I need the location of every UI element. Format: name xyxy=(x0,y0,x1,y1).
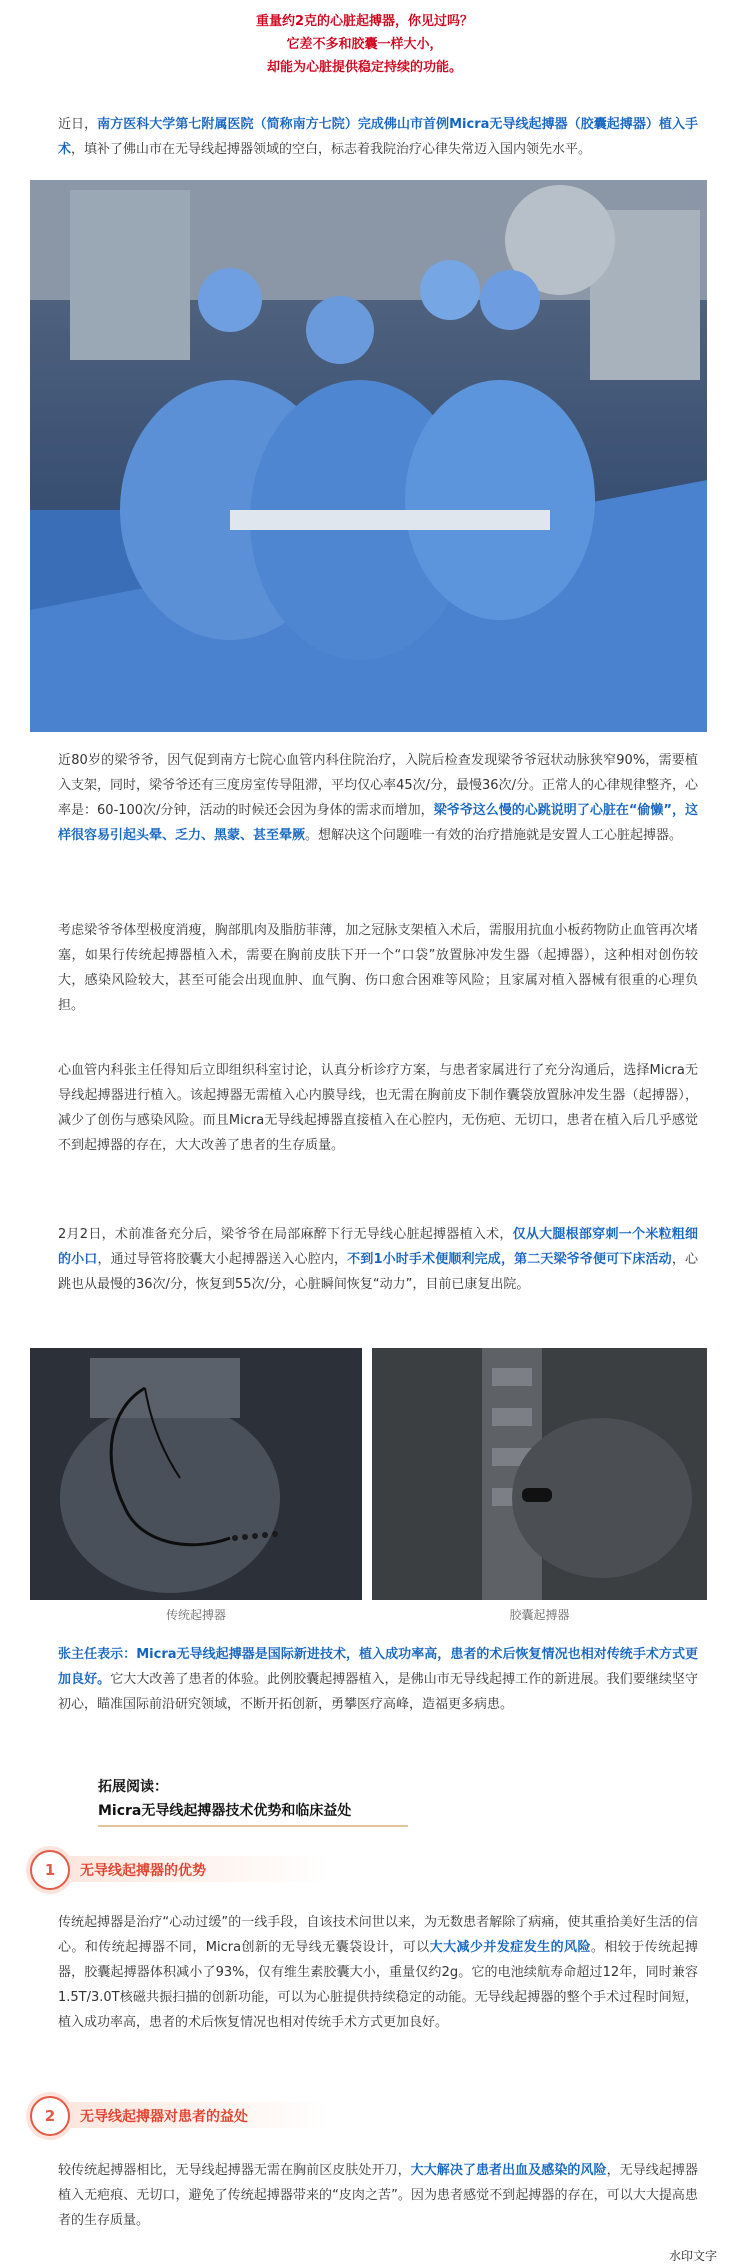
extended-reading-subtitle: Micra无导线起搏器技术优势和临床益处 xyxy=(98,1803,352,1819)
xray-capsule-pacemaker xyxy=(372,1348,707,1600)
section-2-number-badge: 2 xyxy=(30,2096,70,2136)
text-span: 近80岁的梁爷爷，因气促到南方七院心血管内科住院治疗，入院后检查发现梁爷爷冠状动脉狭窄90%，需要植入支架，同时，梁爷爷还有三度房室传导阻滞，平均仅心率45次/分，最慢36次/分。正常人的心律规律整齐，心率是：60-100次/分钟，活动的时候还会因为身体的需求而增加， xyxy=(58,753,698,818)
paragraph-plan: 心血管内科张主任得知后立即组织科室讨论，认真分析诊疗方案，与患者家属进行了充分沟通后，选择Micra无导线起搏器进行植入。该起搏器无需植入心内膜导线，也无需在胸前皮下制作囊袋放置脉冲发生器（起搏器），减少了创伤与感染风险。而且Micra无导线起搏器直接植入在心腔内，无伤疤、无切口，患者在植入后几乎感觉不到起搏器的存在，大大改善了患者的生存质量。 xyxy=(58,1063,698,1153)
text-span: 。想解决这个问题唯一有效的治疗措施就是安置人工心脏起搏器。 xyxy=(305,828,683,843)
extended-reading-title: 拓展阅读： xyxy=(98,1779,168,1795)
caption-capsule-pacemaker: 胶囊起搏器 xyxy=(509,1608,570,1622)
section-1-body xyxy=(58,1910,698,2035)
text-span: 它大大改善了患者的体验。此例胶囊起搏器植入，是佛山市无导线起搏工作的新进展。我们要继续坚守初心，瞄准国际前沿研究领域，不断开拓创新，勇攀医疗高峰，造福更多病患。 xyxy=(58,1672,698,1712)
text-span: 传统起搏器是治疗“心动过缓”的一线手段，自该技术问世以来，为无数患者解除了病痛，使其重拾美好生活的信心。和传统起搏器不同，Micra创新的无导线无囊袋设计，可以 xyxy=(58,1915,698,1955)
text-span: ，心跳也从最慢的36次/分，恢复到55次/分，心脏瞬间恢复“动力”，目前已康复出院。 xyxy=(58,1252,698,1292)
surgery-photo xyxy=(30,180,707,732)
text-span: ，无导线起搏器植入无疤痕、无切口，避免了传统起搏器带来的“皮肉之苦”。因为患者感觉不到起搏器的存在，可以大大提高患者的生存质量。 xyxy=(58,2163,698,2228)
highlight-text: 仅从大腿根部穿刺一个米粒粗细的小口 xyxy=(58,1227,698,1267)
highlight-text: 梁爷爷这么慢的心跳说明了心脏在“偷懒”，这样很容易引起头晕、乏力、黑蒙、甚至晕厥 xyxy=(58,803,698,843)
section-1-title: 无导线起搏器的优势 xyxy=(80,1863,206,1879)
paragraph-director-statement xyxy=(58,1642,698,1717)
text-span: ，通过导管将胶囊大小起搏器送入心腔内， xyxy=(97,1252,348,1267)
intro-line-1: 重量约2克的心脏起搏器，你见过吗？ xyxy=(255,14,474,29)
paragraph-risk: 考虑梁爷爷体型极度消瘦，胸部肌肉及脂肪菲薄，加之冠脉支架植入术后，需服用抗血小板药物防止血管再次堵塞，如果行传统起搏器植入术，需要在胸前皮肤下开一个“口袋”放置脉冲发生器（起搏器），这种相对创伤较大，感染风险较大，甚至可能会出现血肿、血气胸、伤口愈合困难等风险；且家属对植入器械有很重的心理负担。 xyxy=(58,923,698,1013)
highlight-text: 不到1小时手术便顺利完成，第二天梁爷爷便可下床活动 xyxy=(347,1252,672,1267)
section-1-number-badge: 1 xyxy=(30,1850,70,1890)
paragraph-news-lead xyxy=(58,112,698,162)
header-divider xyxy=(98,1825,408,1827)
text-span: 2月2日，术前准备充分后，梁爷爷在局部麻醉下行无导线心脏起搏器植入术， xyxy=(58,1227,513,1242)
highlight-text: 南方医科大学第七附属医院（简称南方七院）完成佛山市首例Micra无导线起搏器（胶囊起搏器）植入手术 xyxy=(58,117,698,157)
caption-traditional-pacemaker: 传统起搏器 xyxy=(165,1608,226,1622)
watermark-text: 水印文字 xyxy=(668,2249,717,2263)
intro-block xyxy=(0,0,729,79)
highlight-text: 张主任表示：Micra无导线起搏器是国际新进技术，植入成功率高，患者的术后恢复情况也相对传统手术方式更加良好。 xyxy=(58,1647,698,1687)
text-span: ，填补了佛山市在无导线起搏器领域的空白，标志着我院治疗心律失常迈入国内领先水平。 xyxy=(71,142,592,157)
intro-line-2: 它差不多和胶囊一样大小， xyxy=(286,37,443,52)
section-2-title: 无导线起搏器对患者的益处 xyxy=(80,2109,248,2125)
highlight-text: 大大减少并发症发生的风险 xyxy=(429,1940,591,1955)
text-span: 近日， xyxy=(58,117,98,132)
text-span: 较传统起搏器相比，无导线起搏器无需在胸前区皮肤处开刀， xyxy=(58,2163,411,2178)
intro-line-3: 却能为心脏提供稳定持续的功能。 xyxy=(266,60,462,75)
highlight-text: 大大解决了患者出血及感染的风险 xyxy=(410,2163,607,2178)
text-span: 。相较于传统起搏器，胶囊起搏器体积减小了93%，仅有维生素胶囊大小，重量仅约2g。它的电池续航寿命超过12年，同时兼容1.5T/3.0T核磁共振扫描的创新功能，可以为心脏提供持续稳定的动能。无导线起搏器的整个手术过程时间短，植入成功率高，患者的术后恢复情况也相对传统手术方式更加良好。 xyxy=(58,1940,698,2030)
extended-reading-header xyxy=(98,1775,351,1823)
section-2-body xyxy=(58,2158,698,2233)
paragraph-patient xyxy=(58,748,698,848)
paragraph-surgery xyxy=(58,1222,698,1297)
xray-traditional-pacemaker xyxy=(30,1348,362,1600)
